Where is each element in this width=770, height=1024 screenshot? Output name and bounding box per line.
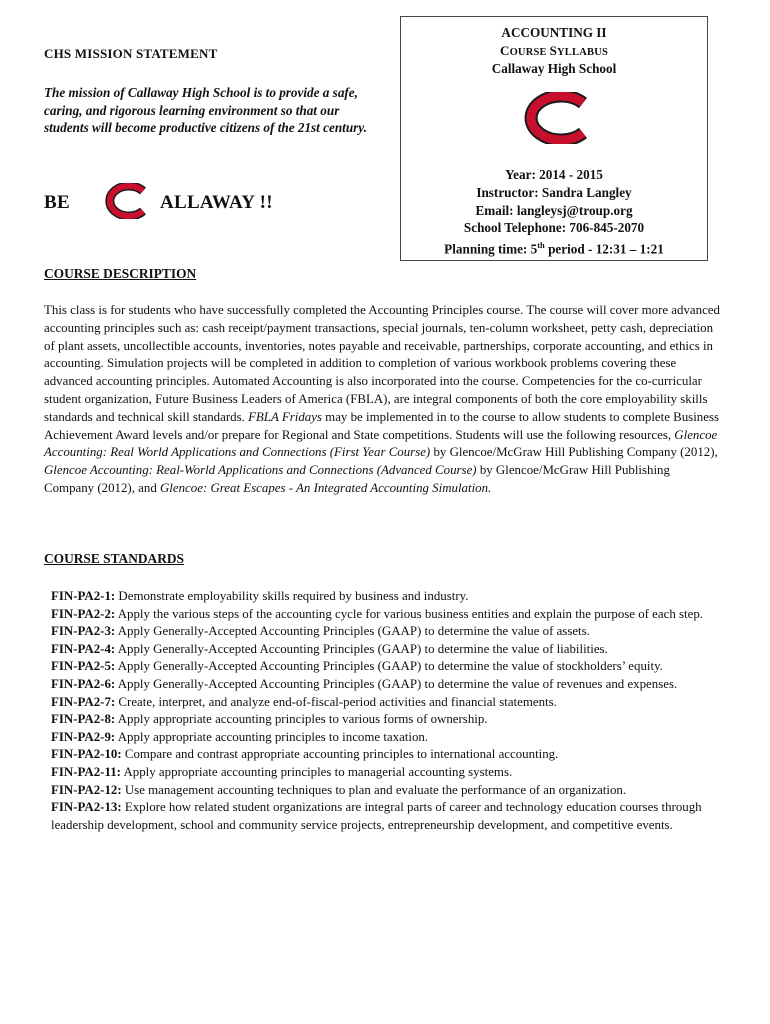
course-contact-info — [401, 166, 707, 258]
standard-item: FIN-PA2-11: Apply appropriate accounting principles to managerial accounting systems. — [51, 764, 513, 779]
instructor-name: Instructor: Sandra Langley — [476, 184, 632, 200]
standard-item: FIN-PA2-12: Use management accounting techniques to plan and evaluate the performance of an organization. — [51, 782, 627, 797]
standard-item: FIN-PA2-4: Apply Generally-Accepted Accounting Principles (GAAP) to determine the value of liabilities. — [51, 641, 608, 656]
standard-item: FIN-PA2-9: Apply appropriate accounting principles to income taxation. — [51, 729, 429, 744]
mission-heading: CHS MISSION STATEMENT — [44, 46, 218, 61]
planning-time: Planning time: 5th period - 12:31 – 1:21 — [444, 240, 664, 257]
mission-section — [44, 46, 384, 137]
standard-item: FIN-PA2-2: Apply the various steps of the accounting cycle for various business entities and explain the purpose of each step. — [51, 606, 704, 621]
course-description-text: This class is for students who have successfully completed the Accounting Principles course. The course will cover more advanced accounting principles such as: cash receipt/payment transactions, special journals, ten-column worksheet, petty cash, depreciation of plant assets, uncollectible accounts, inventories, notes payable and receivable, partnerships, corporate accounting, and ethics in accounting. Simulation projects will be completed in addition to completion of various workbook problems covering these advanced accounting principles. Automated Accounting is also incorporated into the course. Competencies for the co-curricular student organization, Future Business Leaders of America (FBLA), are integral components of both the core employability skills standards and technical skill standards. FBLA Fridays may be implemented in to the course to allow students to complete Business Achievement Award levels and/or prepare for Regional and State competitions. Students will use the following resources, Glencoe Accounting: Real World Applications and Connections (First Year Course) by Glencoe/McGraw Hill Publishing Company (2012), Glencoe Accounting: Real-World Applications and Connections (Advanced Course) by Glencoe/McGraw Hill Publishing Company (2012), and Glencoe: Great Escapes - An Integrated Accounting Simulation. — [44, 303, 720, 495]
standard-item: FIN-PA2-8: Apply appropriate accounting principles to various forms of ownership. — [51, 712, 488, 727]
school-motto — [44, 183, 273, 223]
course-subtitle: COURSE SYLLABUS — [499, 43, 609, 58]
callaway-c-logo-icon — [401, 92, 707, 144]
callaway-c-logo-icon — [102, 183, 148, 224]
school-telephone: School Telephone: 706-845-2070 — [463, 220, 645, 236]
school-name: Callaway High School — [491, 61, 617, 76]
course-standards-list — [51, 588, 741, 834]
standard-item: FIN-PA2-5: Apply Generally-Accepted Accounting Principles (GAAP) to determine the value of stockholders’ equity. — [51, 659, 663, 674]
course-description-heading: COURSE DESCRIPTION — [44, 266, 197, 281]
standard-item: FIN-PA2-6: Apply Generally-Accepted Accounting Principles (GAAP) to determine the value of revenues and expenses. — [51, 676, 678, 691]
course-year: Year: 2014 - 2015 — [505, 167, 603, 182]
course-standards-heading: COURSE STANDARDS — [44, 551, 185, 566]
standard-item: FIN-PA2-13: Explore how related student organizations are integral parts of career and technology education courses through leadership development, school and community service projects, entrepreneurship development, and competitive events. — [51, 800, 702, 832]
standard-item: FIN-PA2-3: Apply Generally-Accepted Accounting Principles (GAAP) to determine the value of assets. — [51, 624, 590, 639]
standard-item: FIN-PA2-1: Demonstrate employability skills required by business and industry. — [51, 589, 469, 603]
standard-item: FIN-PA2-7: Create, interpret, and analyze end-of-fiscal-period activities and financial statements. — [51, 694, 557, 709]
course-title: ACCOUNTING II — [501, 25, 607, 40]
standard-item: FIN-PA2-10: Compare and contrast appropriate accounting principles to international accounting. — [51, 747, 559, 762]
instructor-email: Email: langleysj@troup.org — [475, 202, 633, 218]
mission-text: The mission of Callaway High School is to provide a safe, caring, and rigorous learning environment so that our students will become productive citizens of the 21st century. — [44, 85, 367, 136]
course-info-box — [400, 16, 708, 261]
motto-right: ALLAWAY !! — [159, 192, 273, 213]
motto-left: BE — [44, 192, 70, 213]
